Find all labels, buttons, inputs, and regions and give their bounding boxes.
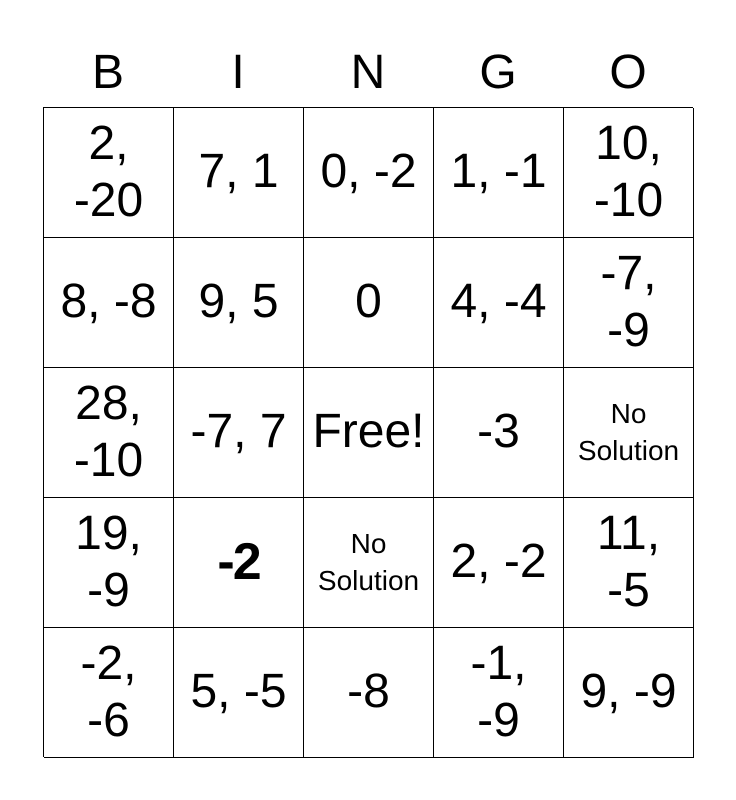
bingo-cell[interactable]: [44, 238, 174, 368]
cell-text: 8, -8: [60, 275, 157, 329]
cell-text: -8: [347, 665, 390, 719]
header-letter-o: O: [609, 46, 647, 99]
bingo-cell[interactable]: [44, 368, 174, 498]
bingo-cell[interactable]: [174, 108, 304, 238]
bingo-cell[interactable]: [434, 498, 564, 628]
bingo-cell[interactable]: [44, 108, 174, 238]
free-space-cell[interactable]: [304, 368, 434, 498]
cell-text: 11, -5: [596, 506, 661, 617]
bingo-cell[interactable]: [174, 238, 304, 368]
bingo-cell[interactable]: [434, 628, 564, 758]
cell-text: No Solution: [317, 528, 420, 596]
cell-text: -2: [217, 532, 260, 591]
cell-text: -2, -6: [80, 636, 137, 747]
header-letter-i: I: [231, 46, 245, 99]
bingo-header: [43, 38, 693, 108]
bingo-cell[interactable]: [174, 368, 304, 498]
bingo-cell[interactable]: [174, 628, 304, 758]
cell-text: Free!: [312, 405, 425, 459]
bingo-cell[interactable]: [304, 628, 434, 758]
bingo-cell[interactable]: [304, 498, 434, 628]
cell-text: -3: [477, 405, 520, 459]
bingo-cell[interactable]: [564, 498, 694, 628]
header-letter-g: G: [479, 46, 517, 99]
bingo-cell[interactable]: [434, 108, 564, 238]
header-letter-b: B: [91, 46, 124, 99]
cell-text: 1, -1: [450, 145, 547, 199]
cell-text: 9, 5: [198, 275, 279, 329]
header-letter-n: N: [350, 46, 386, 99]
bingo-cell[interactable]: [564, 368, 694, 498]
cell-text: No Solution: [577, 398, 680, 466]
cell-text: 19, -9: [75, 506, 142, 617]
bingo-cell[interactable]: [434, 368, 564, 498]
cell-text: -1, -9: [470, 636, 527, 747]
bingo-cell[interactable]: [434, 238, 564, 368]
bingo-cell[interactable]: [564, 108, 694, 238]
cell-text: 7, 1: [198, 145, 279, 199]
bingo-cell[interactable]: [44, 498, 174, 628]
bingo-cell[interactable]: [564, 238, 694, 368]
bingo-cell[interactable]: [304, 108, 434, 238]
cell-text: -7, 7: [190, 405, 287, 459]
bingo-cell[interactable]: [44, 628, 174, 758]
cell-text: 10, -10: [593, 116, 664, 227]
bingo-cell[interactable]: [304, 238, 434, 368]
cell-text: -7, -9: [600, 246, 657, 357]
cell-text: 9, -9: [580, 665, 677, 719]
bingo-cell[interactable]: [174, 498, 304, 628]
cell-text: 2, -2: [450, 535, 547, 589]
cell-text: 5, -5: [190, 665, 287, 719]
bingo-card-grid: [43, 107, 693, 757]
cell-text: 0, -2: [320, 145, 417, 199]
cell-text: 28, -10: [73, 376, 144, 487]
cell-text: 4, -4: [450, 275, 547, 329]
bingo-cell[interactable]: [564, 628, 694, 758]
cell-text: 0: [355, 275, 382, 329]
cell-text: 2, -20: [73, 116, 144, 227]
